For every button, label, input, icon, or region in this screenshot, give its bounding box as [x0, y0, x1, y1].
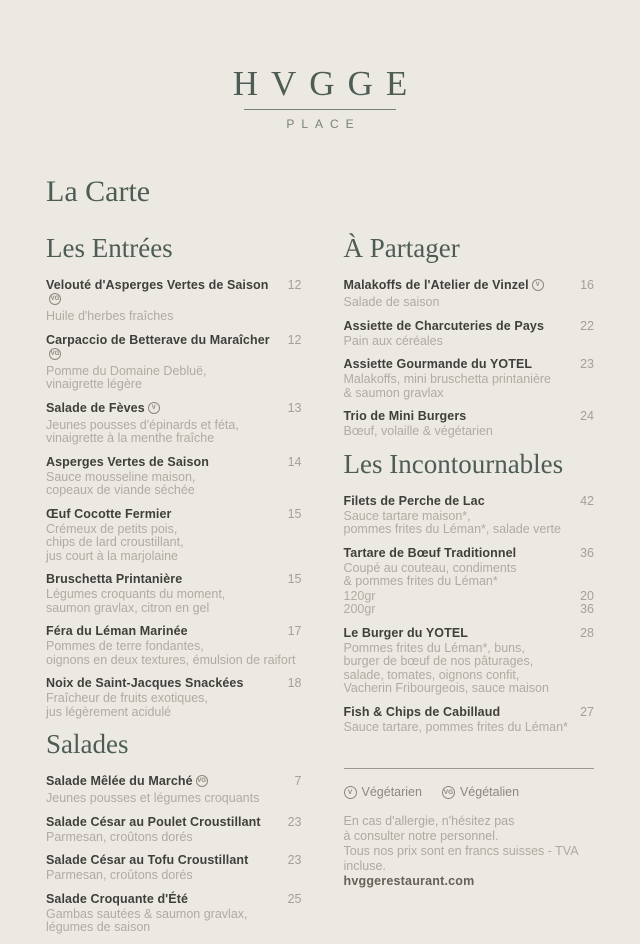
item-description [46, 640, 302, 667]
item-description-line: légumes de saison [46, 920, 151, 934]
menu-item [46, 572, 302, 615]
right-column [344, 233, 595, 944]
menu-item [46, 278, 302, 324]
portion-options [344, 590, 595, 617]
item-description-line: Jeunes pousses d'épinards et féta, [46, 417, 239, 432]
section-salades [46, 729, 302, 935]
menu-item [46, 853, 302, 883]
item-description-line: Parmesan, croûtons dorés [46, 829, 193, 844]
item-price: 12 [287, 332, 302, 347]
menu-item [46, 892, 302, 935]
menu-item [46, 815, 302, 845]
item-name: Assiette de Charcuteries de Pays [343, 318, 545, 333]
item-description-line: Salade de saison [343, 295, 440, 309]
item-price: 18 [287, 676, 302, 690]
menu-item [46, 455, 302, 498]
item-description-line: & pommes frites du Léman* [343, 574, 498, 588]
item-description [344, 335, 595, 349]
item-description-line: Sauce mousseline maison, [46, 469, 196, 484]
item-name: Tartare de Bœuf Traditionnel [343, 545, 517, 560]
legend-entry [442, 785, 519, 799]
item-description-line: jus court à la marjolaine [46, 548, 179, 563]
item-description [344, 373, 595, 400]
item-price: 16 [580, 278, 594, 292]
portion-label: 200gr [343, 602, 376, 616]
item-name: Bruschetta Printanière [46, 572, 183, 586]
item-name: Salade Croquante d'Été [46, 891, 189, 906]
item-description-line: oignons en deux textures, émulsion de raifort [46, 652, 296, 667]
item-description-line: Vacherin Fribourgeois, sauce maison [343, 681, 549, 695]
portion-row [344, 590, 595, 604]
menu-item [46, 624, 302, 667]
item-price: 7 [294, 774, 302, 788]
diet-legend [344, 785, 595, 799]
item-name: Velouté d'Asperges Vertes de Saison [46, 278, 269, 292]
section-title: À Partager [343, 233, 460, 263]
menu-item [344, 319, 595, 349]
item-description-line: Huile d'herbes fraîches [46, 309, 174, 323]
footer-note-line: Tous nos prix sont en francs suisses - TVA incluse. [343, 844, 578, 873]
item-description-line: Coupé au couteau, condiments [343, 560, 517, 575]
item-price: 22 [580, 318, 594, 333]
portion-price: 36 [580, 602, 594, 616]
menu-item [344, 626, 595, 696]
menu-item [344, 494, 595, 537]
item-description-line: vinaigrette à la menthe fraîche [46, 431, 215, 445]
item-name: Trio de Mini Burgers [343, 409, 467, 423]
section-les-incontournables [344, 449, 595, 735]
menu-item [344, 546, 595, 617]
item-description [46, 310, 302, 324]
item-name: Féra du Léman Marinée [46, 624, 188, 638]
item-price: 17 [287, 624, 302, 638]
item-name: Assiette Gourmande du YOTEL [343, 357, 533, 371]
footer-divider [344, 768, 595, 769]
section-items [344, 494, 595, 735]
section-items [344, 278, 595, 439]
item-price: 23 [287, 853, 302, 867]
item-description [46, 523, 302, 564]
item-price: 23 [287, 814, 302, 829]
section-title: Les Entrées [46, 233, 173, 263]
item-name: Carpaccio de Betterave du Maraîcher [46, 332, 270, 347]
item-price: 15 [287, 572, 302, 586]
item-name: Fish & Chips de Cabillaud [343, 704, 501, 719]
item-description [46, 692, 302, 719]
item-description-line: chips de lard croustillant, [46, 535, 184, 549]
item-name: Malakoffs de l'Atelier de Vinzel [343, 278, 529, 292]
item-description-line: copeaux de viande séchée [46, 483, 195, 497]
item-price: 23 [580, 357, 594, 371]
item-price: 13 [287, 400, 302, 415]
item-price: 14 [287, 454, 302, 469]
diet-badge-icon: V [148, 402, 160, 414]
section-title: Salades [46, 729, 129, 759]
item-name: Filets de Perche de Lac [343, 493, 485, 508]
footer-notes [344, 814, 595, 874]
page-title: La Carte [46, 175, 151, 208]
item-description [46, 588, 302, 615]
menu-item [344, 409, 595, 439]
portion-label: 120gr [343, 588, 376, 603]
item-description-line: Légumes croquants du moment, [46, 587, 226, 601]
diet-badge-icon: VG [196, 775, 208, 787]
item-price: 12 [287, 278, 302, 292]
left-column [46, 233, 302, 944]
item-description-line: Malakoffs, mini bruschetta printanière [343, 372, 552, 386]
menu-item [46, 774, 302, 806]
item-name: Salade Mêlée du Marché [46, 774, 193, 788]
website-text: hvggerestaurant.com [343, 874, 475, 888]
footer-note-line: En cas d'allergie, n'hésitez pas [343, 814, 515, 828]
item-description-line: & saumon gravlax [343, 385, 444, 400]
item-description-line: Crémeux de petits pois, [46, 521, 178, 536]
menu-item [46, 333, 302, 392]
menu-item [46, 401, 302, 446]
item-description-line: Pain aux céréales [343, 333, 443, 348]
brand-logo: HVGGE [232, 64, 421, 103]
item-description-line: Sauce tartare maison*, [343, 508, 471, 523]
item-description [46, 365, 302, 392]
menu-footer [344, 768, 595, 889]
item-price: 28 [580, 625, 594, 640]
item-description-line: Jeunes pousses et légumes croquants [46, 791, 260, 805]
menu-columns [46, 233, 594, 944]
item-description [46, 792, 302, 806]
item-description-line: burger de bœuf de nos pâturages, [343, 654, 534, 668]
item-description-line: Bœuf, volaille & végétarien [343, 424, 493, 438]
item-description [344, 721, 595, 735]
item-price: 24 [580, 409, 594, 423]
item-name: Œuf Cocotte Fermier [46, 506, 172, 521]
menu-item [344, 357, 595, 400]
menu-item [344, 278, 595, 310]
item-name: Le Burger du YOTEL [343, 625, 468, 640]
item-description-line: saumon gravlax, citron en gel [46, 600, 210, 615]
item-description [46, 869, 302, 883]
section-items [46, 774, 302, 935]
section-les-entrees [46, 233, 302, 719]
item-description [46, 908, 302, 935]
brand-subtitle: PLACE [286, 117, 361, 131]
item-price: 36 [580, 545, 594, 560]
item-price: 25 [287, 891, 302, 906]
section-a-partager [344, 233, 595, 439]
item-description [46, 471, 302, 498]
portion-price: 20 [580, 588, 594, 603]
item-name: Asperges Vertes de Saison [46, 454, 209, 469]
diet-badge-icon: V [532, 279, 544, 291]
item-description-line: Pomme du Domaine Debluë, [46, 363, 207, 378]
menu-item [344, 705, 595, 735]
item-description [344, 510, 595, 537]
item-description [344, 562, 595, 589]
item-description [46, 831, 302, 845]
item-description-line: vinaigrette légère [46, 377, 142, 391]
item-description-line: jus légèrement acidulé [46, 704, 172, 719]
item-description-line: Parmesan, croûtons dorés [46, 868, 193, 882]
item-price: 42 [580, 493, 594, 508]
item-name: Salade César au Poulet Croustillant [46, 814, 261, 829]
item-description [344, 642, 595, 696]
item-description-line: Pommes frites du Léman*, buns, [343, 640, 525, 655]
item-name: Noix de Saint-Jacques Snackées [46, 676, 244, 690]
portion-row [344, 603, 595, 617]
item-description-line: Sauce tartare, pommes frites du Léman* [343, 719, 568, 734]
item-description-line: Gambas sautées & saumon gravlax, [46, 906, 248, 921]
section-items [46, 278, 302, 719]
section-title: Les Incontournables [343, 448, 564, 479]
brand-divider [244, 109, 396, 110]
item-description [46, 419, 302, 446]
item-description [344, 425, 595, 439]
item-price: 15 [287, 506, 302, 521]
item-description-line: Pommes de terre fondantes, [46, 639, 204, 653]
footer-note-line: à consulter notre personnel. [343, 829, 499, 843]
header [46, 64, 594, 131]
legend-label: Végétalien [459, 785, 520, 799]
menu-item [46, 676, 302, 719]
diet-badge-icon: VG [49, 293, 61, 305]
item-description-line: Fraîcheur de fruits exotiques, [46, 691, 208, 705]
legend-label: Végétarien [361, 785, 422, 799]
item-description [344, 296, 595, 310]
diet-badge-icon: VG [442, 786, 455, 799]
menu-item [46, 507, 302, 564]
item-name: Salade de Fèves [46, 400, 145, 415]
item-price: 27 [580, 704, 594, 719]
legend-entry [344, 785, 422, 799]
item-description-line: pommes frites du Léman*, salade verte [343, 522, 561, 536]
diet-badge-icon: VG [49, 348, 61, 360]
item-description-line: salade, tomates, oignons confit, [343, 667, 520, 682]
item-name: Salade César au Tofu Croustillant [46, 853, 249, 867]
diet-badge-icon: V [344, 786, 357, 799]
